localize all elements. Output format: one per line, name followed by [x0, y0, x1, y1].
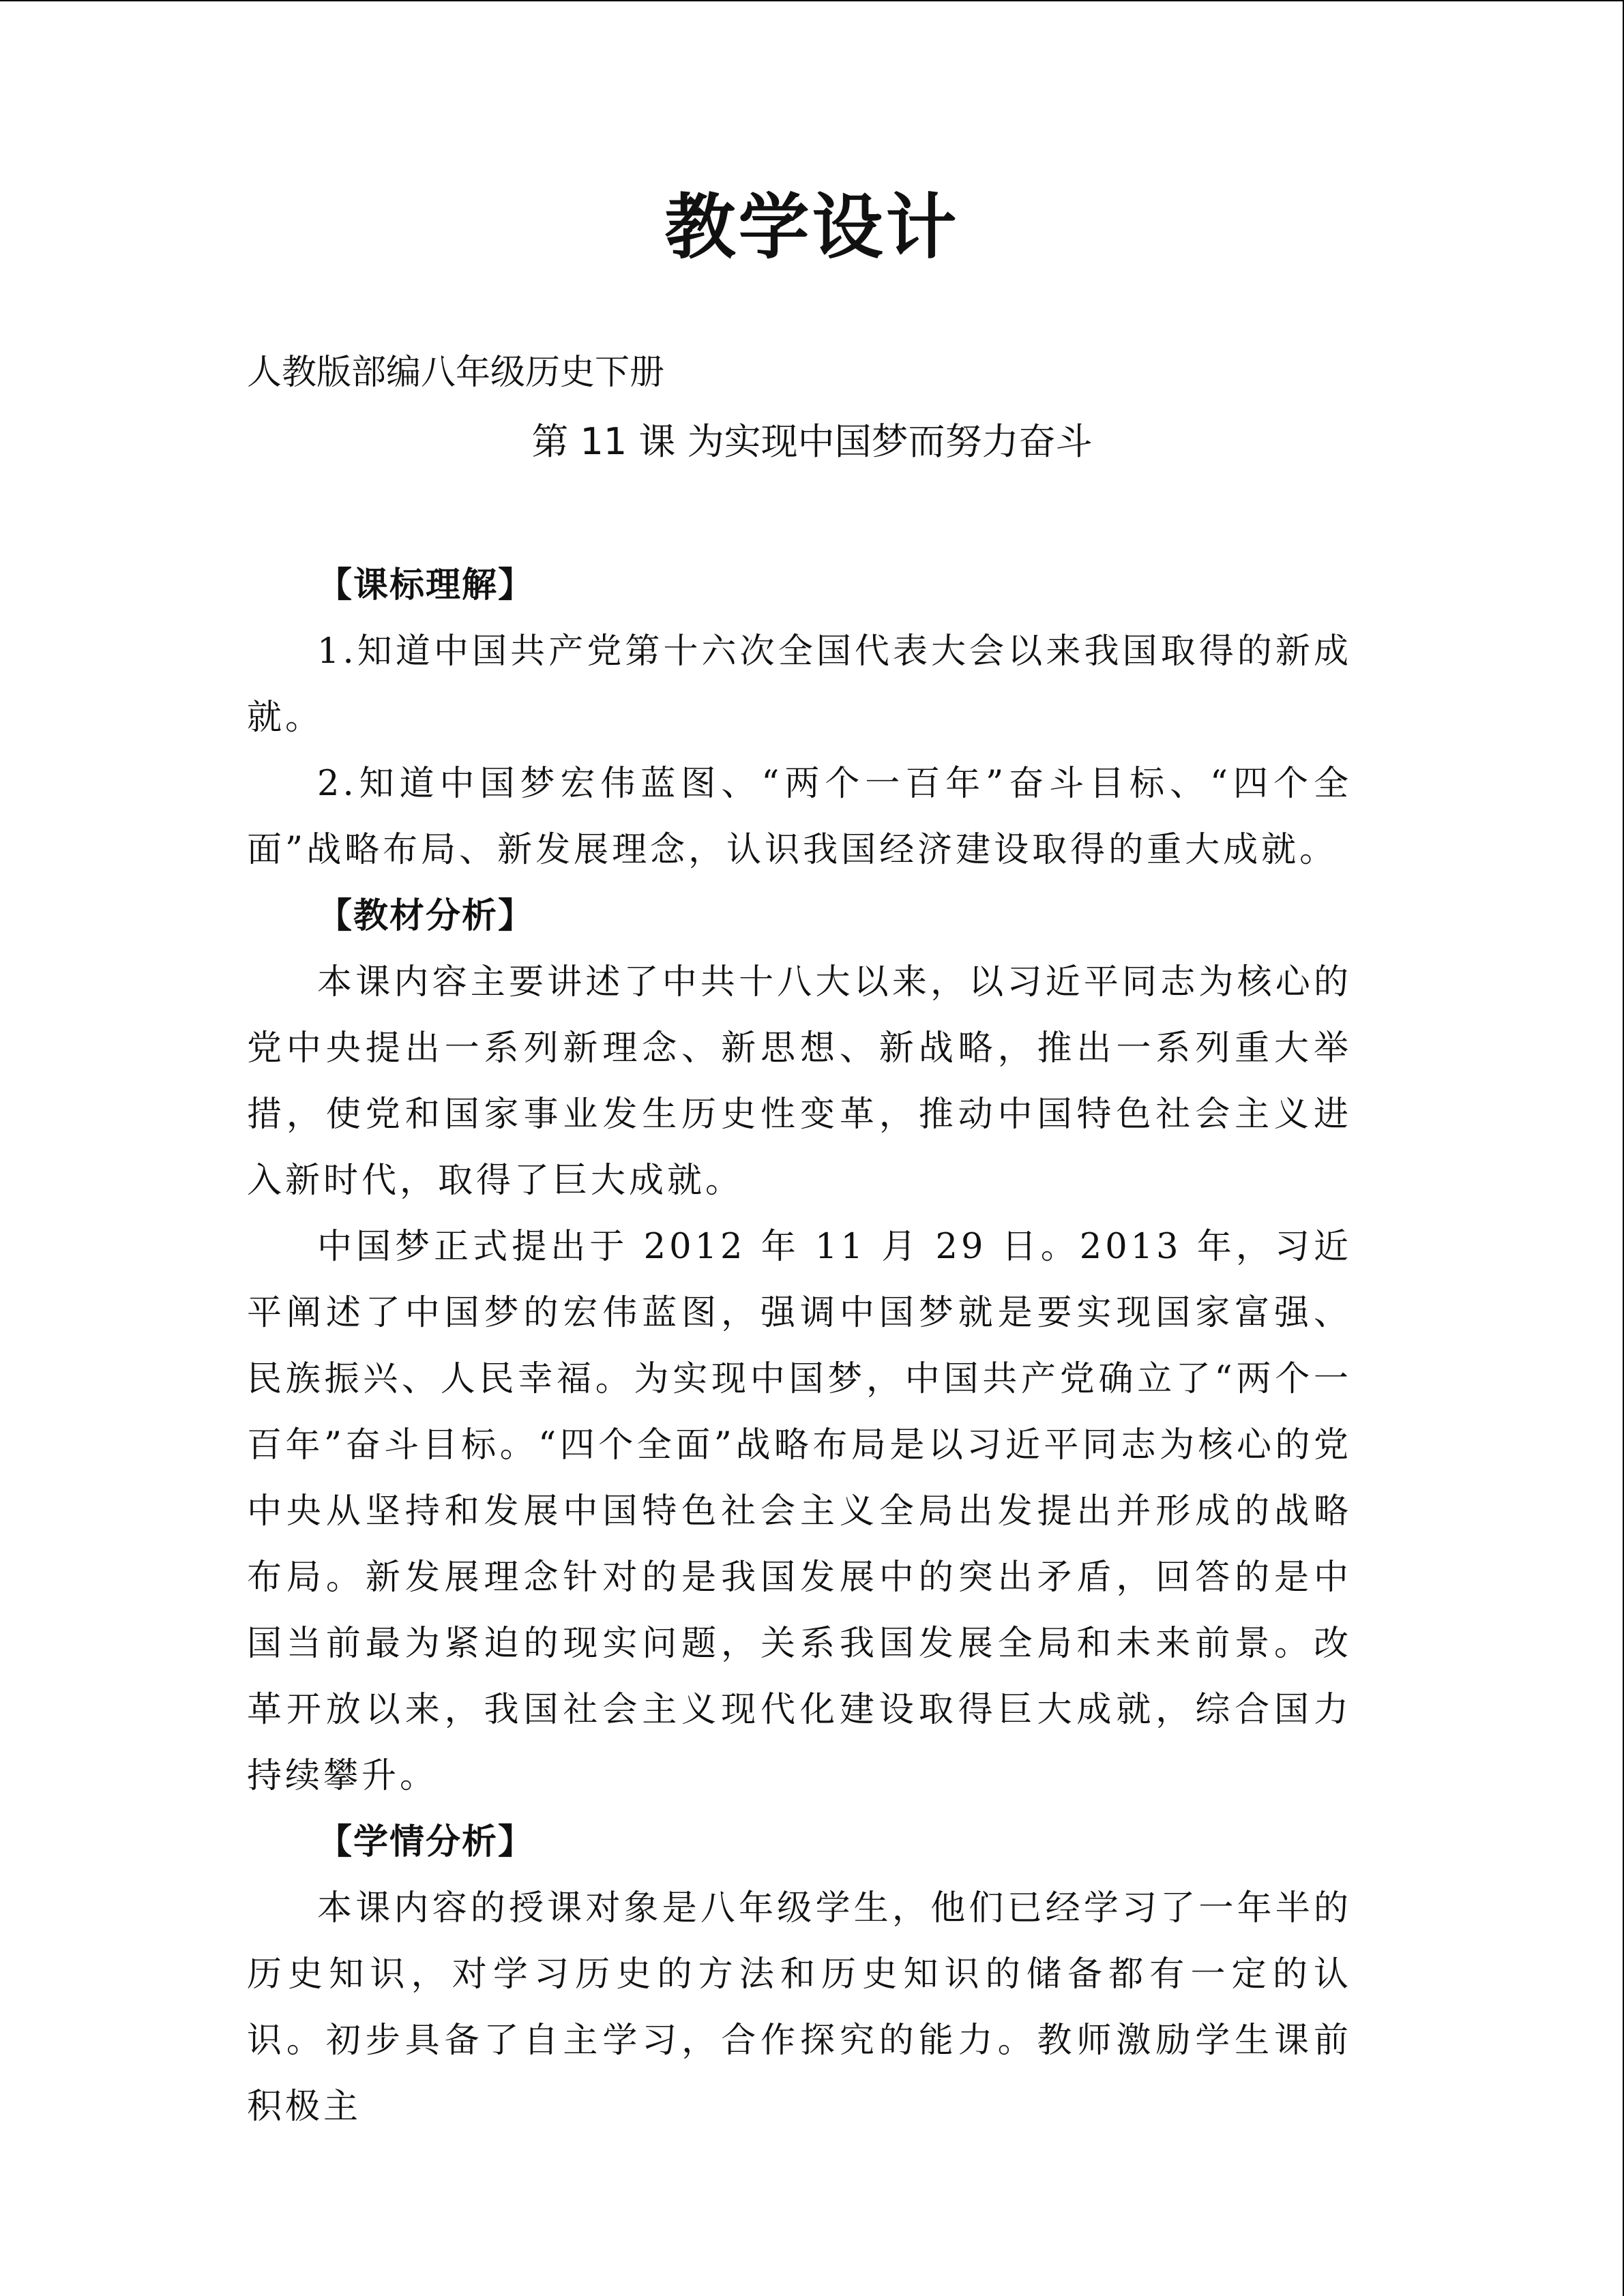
section-heading-student-analysis: 【学情分析】 — [317, 1821, 535, 1862]
paragraph: 本课内容主要讲述了中共十八大以来，以习近平同志为核心的党中央提出一系列新理念、新思想、新战略，推出一系列重大举措，使党和国家事业发生历史性变革，推动中国特色社会主义进入新时代，取得了巨大成就。 — [247, 962, 1352, 1201]
page-border-top — [0, 0, 1624, 1]
paragraph: 1.知道中国共产党第十六次全国代表大会以来我国取得的新成就。 — [247, 631, 1352, 738]
paragraph: 本课内容的授课对象是八年级学生，他们已经学习了一年半的历史知识，对学习历史的方法和历史知识的储备都有一定的认识。初步具备了自主学习，合作探究的能力。教师激励学生课前积极主 — [247, 1888, 1352, 2127]
document-title: 教学设计 — [664, 185, 960, 269]
lesson-title: 第 11 课 为实现中国梦而努力奋斗 — [531, 420, 1093, 463]
section-heading-curriculum: 【课标理解】 — [317, 565, 535, 606]
paragraph: 中国梦正式提出于 2012 年 11 月 29 日。2013 年，习近平阐述了中国梦的宏伟蓝图，强调中国梦就是要实现国家富强、民族振兴、人民幸福。为实现中国梦，中国共产党确立了“两个一百年”奋斗目标。“四个全面”战略布局是以习近平同志为核心的党中央从坚持和发展中国特色社会主义全局出发提出并形成的战略布局。新发展理念针对的是我国发展中的突出矛盾，回答的是中国当前最为紧迫的现实问题，关系我国发展全局和未来前景。改革开放以来，我国社会主义现代化建设取得巨大成就，综合国力持续攀升。 — [247, 1227, 1352, 1796]
section-heading-textbook-analysis: 【教材分析】 — [317, 895, 535, 936]
document-body — [247, 552, 1352, 2140]
textbook-subtitle: 人教版部编八年级历史下册 — [247, 353, 665, 393]
paragraph: 2.知道中国梦宏伟蓝图、“两个一百年”奋斗目标、“四个全面”战略布局、新发展理念，认识我国经济建设取得的重大成就。 — [247, 764, 1352, 870]
